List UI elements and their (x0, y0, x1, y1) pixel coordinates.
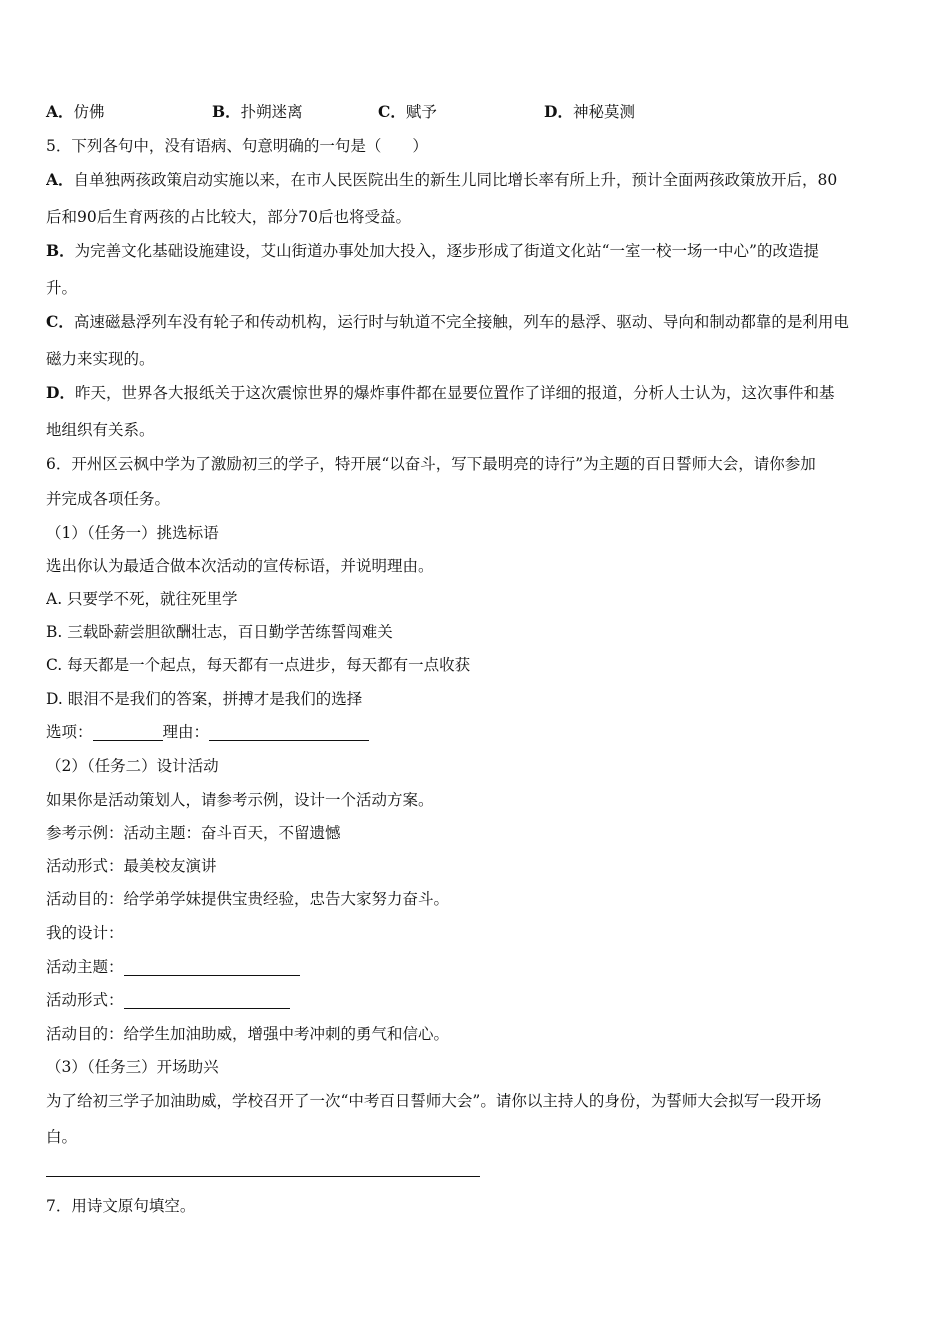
option-text: 自单独两孩政策启动实施以来，在市人民医院出生的新生儿同比增长率有所上升，预计全面两孩政策放开后，80 (73, 171, 838, 189)
q6-task2-example-form: 活动形式：最美校友演讲 (46, 857, 217, 875)
reason-label: 理由： (162, 723, 210, 741)
form-label: 活动形式： (46, 991, 124, 1009)
q6-task3-prompt-line1: 为了给初三学子加油助威，学校召开了一次“中考百日誓师大会”。请你以主持人的身份，为誓师大会拟写一段开场 (46, 1092, 822, 1110)
theme-answer-blank[interactable] (124, 959, 300, 976)
q5-option-a-line1 (46, 170, 910, 190)
q5-option-c-line2: 磁力来实现的。 (46, 350, 155, 368)
q6-task2-example-goal: 活动目的：给学弟学妹提供宝贵经验，忠告大家努力奋斗。 (46, 890, 450, 908)
q6-task1-option-b: B. 三载卧薪尝胆欲酬壮志，百日勤学苦练誓闯难关 (46, 623, 393, 641)
option-label: B． (46, 241, 75, 260)
q6-task2-theme-line (46, 957, 910, 977)
option-label: D． (544, 102, 573, 121)
option-text: 神秘莫测 (572, 103, 635, 121)
q6-task1-option-a: A. 只要学不死，就往死里学 (46, 590, 238, 608)
form-answer-blank[interactable] (124, 992, 290, 1009)
q6-task3-answer-line[interactable] (46, 1176, 480, 1177)
q6-task2-example-theme: 参考示例：活动主题：奋斗百天，不留遗憾 (46, 824, 341, 842)
option-text: 赋予 (405, 103, 437, 121)
option-text: 昨天，世界各大报纸关于这次震惊世界的爆炸事件都在显要位置作了详细的报道，分析人士认为，这次事件和基 (74, 384, 835, 402)
option-answer-blank[interactable] (93, 724, 163, 741)
q6-task1-answer-line (46, 722, 910, 742)
q5-option-a-line2: 后和90后生育两孩的占比较大，部分70后也将受益。 (46, 208, 411, 226)
q7-stem: 7．用诗文原句填空。 (46, 1197, 196, 1215)
option-label: C． (378, 102, 406, 121)
option-label: D． (46, 383, 75, 402)
q4-option-d (544, 102, 635, 122)
q5-option-d-line1 (46, 383, 910, 403)
q5-option-d-line2: 地组织有关系。 (46, 421, 155, 439)
reason-answer-blank[interactable] (209, 724, 369, 741)
option-text: 高速磁悬浮列车没有轮子和传动机构，运行时与轨道不完全接触，列车的悬浮、驱动、导向和制动都靠的是利用电 (73, 313, 849, 331)
q5-option-b-line1 (46, 241, 910, 261)
q4-option-a (46, 102, 105, 122)
q6-task2-prompt: 如果你是活动策划人，请参考示例，设计一个活动方案。 (46, 791, 434, 809)
q6-task2-title: （2）（任务二）设计活动 (46, 757, 219, 775)
option-label: B． (212, 102, 241, 121)
q4-option-b (212, 102, 303, 122)
q5-option-b-line2: 升。 (46, 279, 78, 297)
option-label: A． (46, 170, 74, 189)
option-text: 仿佛 (73, 103, 105, 121)
option-label: C． (46, 312, 74, 331)
q6-task1-option-d: D. 眼泪不是我们的答案，拼搏才是我们的选择 (46, 690, 363, 708)
option-text: 扑朔迷离 (240, 103, 303, 121)
q6-task1-title: （1）（任务一）挑选标语 (46, 524, 219, 542)
option-answer-label: 选项： (46, 723, 93, 741)
q6-stem-line1: 6．开州区云枫中学为了激励初三的学子，特开展“以奋斗，写下最明亮的诗行”为主题的百日誓师大会，请你参加 (46, 455, 816, 473)
q6-stem-line2: 并完成各项任务。 (46, 490, 171, 508)
q6-task3-prompt-line2: 白。 (46, 1128, 78, 1146)
theme-label: 活动主题： (46, 958, 124, 976)
option-text: 为完善文化基础设施建设，艾山街道办事处加大投入，逐步形成了街道文化站“一室一校一场一中心”的改造提 (74, 242, 819, 260)
q5-option-c-line1 (46, 312, 910, 332)
q6-task1-option-c: C. 每天都是一个起点，每天都有一点进步，每天都有一点收获 (46, 656, 471, 674)
q6-task3-title: （3）（任务三）开场助兴 (46, 1058, 219, 1076)
q6-task1-prompt: 选出你认为最适合做本次活动的宣传标语，并说明理由。 (46, 557, 434, 575)
q6-task2-my-design: 我的设计： (46, 924, 124, 942)
option-label: A． (46, 102, 74, 121)
q4-option-c (378, 102, 437, 122)
q6-task2-goal-line: 活动目的：给学生加油助威，增强中考冲刺的勇气和信心。 (46, 1025, 450, 1043)
q6-task2-form-line (46, 990, 910, 1010)
q5-stem: 5．下列各句中，没有语病、句意明确的一句是（ ） (46, 137, 428, 155)
